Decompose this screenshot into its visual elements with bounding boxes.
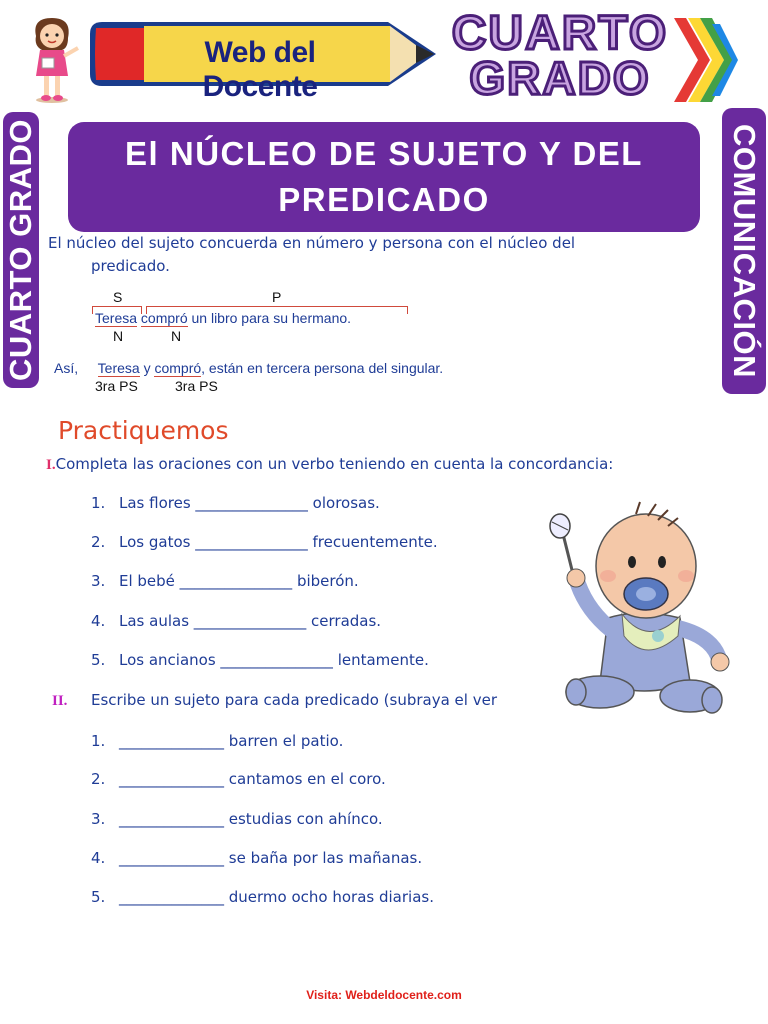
section1-numeral: I. [46, 457, 56, 473]
intro-paragraph [48, 232, 720, 278]
conclusion-subject: Teresa [97, 360, 140, 376]
section2-instruction [52, 691, 497, 710]
intro-line1: El núcleo del sujeto concuerda en número y persona con el núcleo del [48, 234, 576, 252]
subject-bracket [92, 306, 142, 307]
example-label-n2: N [171, 328, 182, 344]
side-banner-subject-text: COMUNICACIÓN [727, 124, 762, 378]
section1-item-text: Los gatos _______________ frecuentemente. [119, 533, 438, 551]
section1-item [91, 572, 359, 590]
example-label-s: S [113, 289, 123, 305]
section2-item [91, 849, 422, 867]
side-banner-subject [722, 108, 766, 394]
section2-numeral: II. [52, 693, 68, 709]
section1-item-text: Los ancianos _______________ lentamente. [119, 651, 429, 669]
page-title-line1: El NÚCLEO DE SUJETO Y DEL [125, 135, 643, 172]
section2-item [91, 810, 383, 828]
conclusion-verb: compró [154, 360, 202, 376]
intro-line2: predicado. [91, 257, 170, 275]
example-label-p: P [272, 289, 282, 305]
footer-link[interactable]: Visita: Webdeldocente.com [306, 988, 462, 1002]
example-sentence [95, 310, 351, 326]
predicate-bracket-tick-right [407, 306, 408, 314]
brand-name: Web del Docente [202, 36, 318, 103]
page-title-line2: PREDICADO [278, 181, 490, 218]
section2-item-number: 3. [91, 810, 106, 828]
section1-item [91, 494, 380, 512]
example-subject: Teresa [95, 310, 138, 326]
predicate-bracket [146, 306, 408, 307]
section2-instruction-text: Escribe un sujeto para cada predicado (subraya el ver [91, 691, 497, 709]
practice-heading: Practiquemos [58, 416, 229, 445]
conclusion-ps2: 3ra PS [175, 378, 218, 394]
conclusion-rest: , están en tercera persona del singular. [201, 360, 444, 376]
subject-bracket-tick-left [92, 306, 93, 314]
section1-item [91, 533, 438, 551]
grade-badge [440, 7, 680, 108]
section1-item-number: 4. [91, 612, 106, 630]
section2-item-number: 4. [91, 849, 106, 867]
side-banner-grade-text: CUARTO GRADO [3, 118, 39, 382]
section1-item-number: 5. [91, 651, 106, 669]
section2-item-text: ______________ se baña por las mañanas. [119, 849, 423, 867]
section2-item-number: 1. [91, 732, 106, 750]
section2-item-text: ______________ duermo ocho horas diarias. [119, 888, 434, 906]
conclusion-prefix: Así, [54, 360, 79, 376]
section1-item-text: Las aulas _______________ cerradas. [119, 612, 382, 630]
baby-illustration [540, 496, 740, 726]
section1-item-number: 2. [91, 533, 106, 551]
section2-item-text: ______________ estudias con ahínco. [119, 810, 383, 828]
section1-item-number: 1. [91, 494, 106, 512]
section2-item-number: 2. [91, 770, 106, 788]
side-banner-grade [3, 112, 39, 388]
grade-badge-line1: CUARTO [451, 7, 669, 60]
example-verb: compró [140, 310, 188, 326]
section1-item [91, 651, 429, 669]
grade-badge-line2: GRADO [469, 52, 651, 104]
section2-item-text: ______________ barren el patio. [119, 732, 344, 750]
section1-instruction [46, 455, 613, 474]
section1-item-text: El bebé _______________ biberón. [119, 572, 359, 590]
section2-item [91, 770, 386, 788]
section2-item [91, 732, 343, 750]
section1-item-number: 3. [91, 572, 106, 590]
example-rest: un libro para su hermano. [191, 310, 352, 326]
example-label-n1: N [113, 328, 124, 344]
section2-item [91, 888, 434, 906]
teacher-illustration [22, 14, 82, 104]
page-title [68, 122, 700, 232]
section1-instruction-text: Completa las oraciones con un verbo teniendo en cuenta la concordancia: [55, 455, 614, 473]
conclusion-ps1: 3ra PS [95, 378, 138, 394]
section1-item [91, 612, 381, 630]
conclusion-sentence [54, 360, 443, 376]
chevron-arrows-icon [668, 14, 738, 106]
conclusion-conj: y [143, 360, 151, 376]
section1-item-text: Las flores _______________ olorosas. [119, 494, 380, 512]
section2-item-text: ______________ cantamos en el coro. [119, 770, 386, 788]
section2-item-number: 5. [91, 888, 106, 906]
